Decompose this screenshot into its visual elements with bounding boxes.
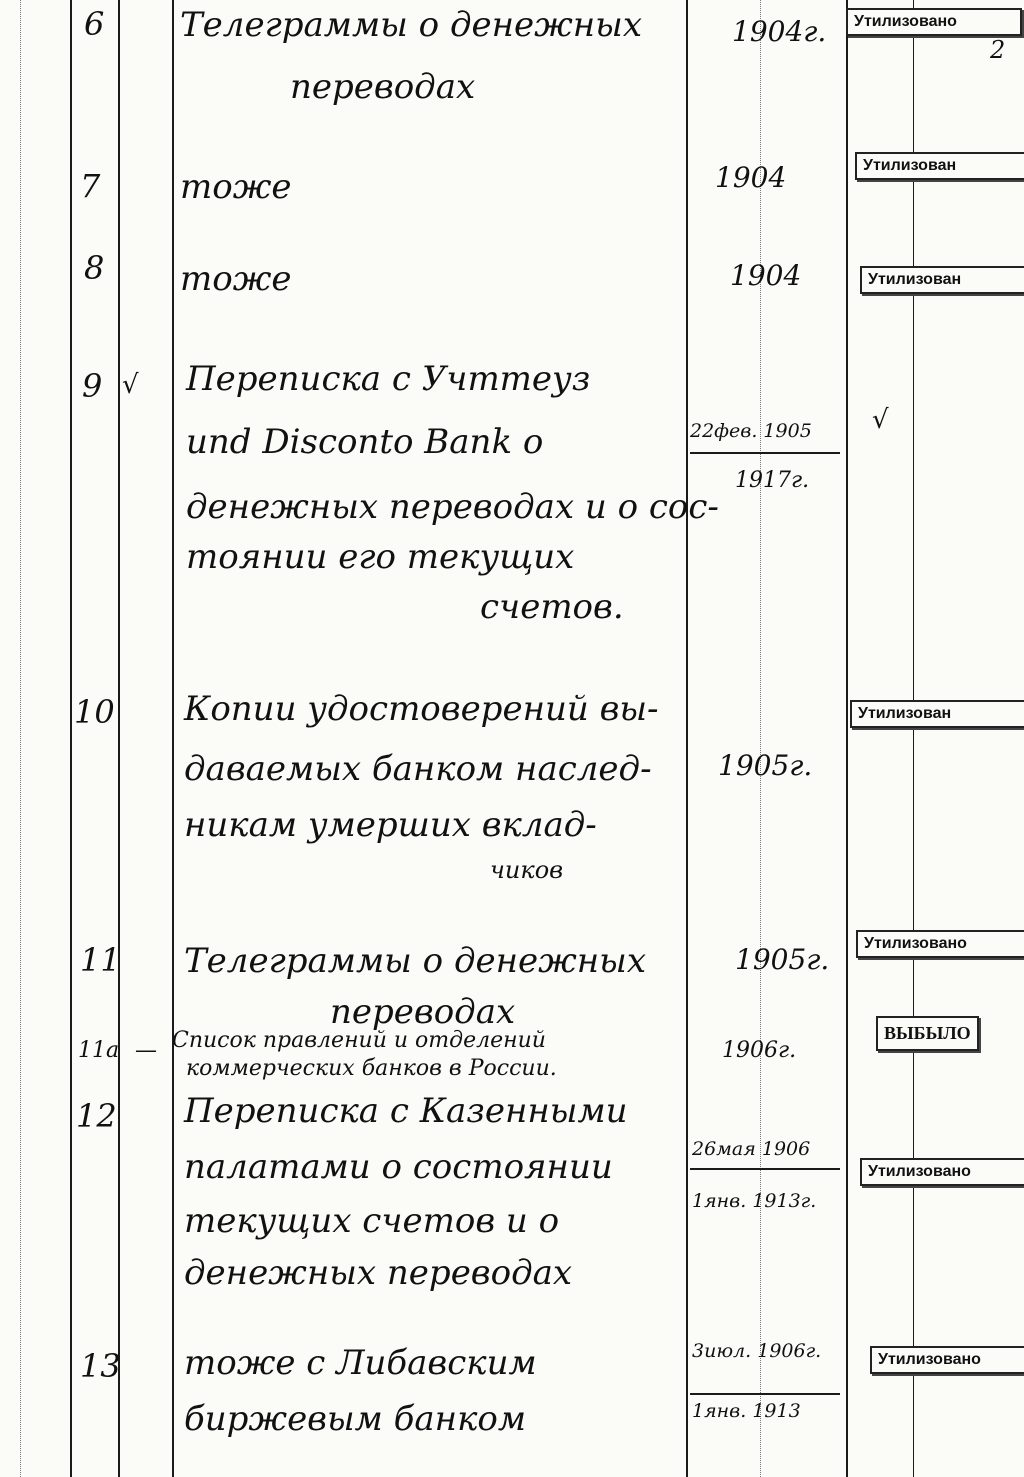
row-number: 11а xyxy=(78,1038,120,1063)
status-stamp: Утилизовано xyxy=(860,1158,1024,1186)
status-stamp: Утилизовано xyxy=(870,1346,1024,1374)
row-number: 10 xyxy=(74,693,115,731)
row-year: 1905г. xyxy=(735,943,830,976)
row-title: тоянии его текущих xyxy=(186,537,575,577)
row-number: 11 xyxy=(80,941,121,979)
column-rule-date xyxy=(686,0,688,1477)
date-to: 1янв. 1913 xyxy=(692,1400,801,1422)
row-title: денежных переводах xyxy=(184,1253,573,1293)
row-title: палатами о состоянии xyxy=(184,1147,613,1187)
row-title: счетов. xyxy=(480,587,624,627)
status-stamp: Утилизован xyxy=(855,152,1024,180)
date-divider xyxy=(690,1393,840,1395)
row-title: биржевым банком xyxy=(184,1399,527,1439)
row-title: денежных переводах и о сос- xyxy=(186,487,719,527)
row-number: 9 xyxy=(82,367,103,405)
row-title: Телеграммы о денежных xyxy=(180,5,643,45)
row-title: текущих счетов и о xyxy=(184,1201,560,1241)
check-mark: √ xyxy=(122,370,139,400)
column-rule-title xyxy=(172,0,174,1477)
row-title: und Disconto Bank о xyxy=(186,422,544,462)
column-rule-number xyxy=(118,0,120,1477)
date-from: 26мая 1906 xyxy=(692,1138,811,1160)
row-title: переводах xyxy=(330,992,516,1032)
row-title: Переписка с Казенными xyxy=(184,1091,628,1131)
row-title: тоже xyxy=(180,167,292,207)
row-title: никам умерших вклад- xyxy=(184,805,597,845)
row-number: 13 xyxy=(80,1347,121,1385)
status-stamp: Утилизован xyxy=(860,266,1024,294)
row-year: 1904 xyxy=(730,259,802,292)
date-from: 22фев. 1905 xyxy=(690,420,812,442)
column-rule-left xyxy=(70,0,72,1477)
row-title: коммерческих банков в России. xyxy=(186,1056,557,1081)
row-year: 1904 xyxy=(715,161,787,194)
row-year: 1905г. xyxy=(718,749,813,782)
date-divider xyxy=(690,1168,840,1170)
row-year: 1906г. xyxy=(722,1038,797,1063)
row-number: 8 xyxy=(84,249,105,287)
date-to: 1янв. 1913г. xyxy=(692,1190,817,1212)
date-divider xyxy=(690,452,840,454)
row-title: даваемых банком наслед- xyxy=(184,749,652,789)
row-title: тоже xyxy=(180,259,292,299)
row-number: 12 xyxy=(76,1097,117,1135)
row-number: 7 xyxy=(80,167,101,205)
status-stamp: ВЫБЫЛО xyxy=(876,1016,979,1051)
row-year: 1904г. xyxy=(732,15,827,48)
row-title: Список правлений и отделений xyxy=(172,1028,546,1053)
status-stamp: Утилизовано xyxy=(856,930,1024,958)
check-mark: √ xyxy=(872,405,889,435)
column-rule-stamp xyxy=(846,0,848,1477)
row-title: Телеграммы о денежных xyxy=(184,941,647,981)
date-to: 1917г. xyxy=(735,468,810,493)
date-from: 3июл. 1906г. xyxy=(692,1340,822,1362)
date-dots xyxy=(760,0,761,1477)
row-title: чиков xyxy=(490,856,564,884)
row-title: Переписка с Учттеуз xyxy=(186,359,591,399)
status-stamp: Утилизовано xyxy=(846,8,1022,36)
sheet-number: 2 xyxy=(990,36,1006,64)
row-number: 6 xyxy=(84,5,105,43)
margin-dots xyxy=(20,0,21,1477)
column-rule-right xyxy=(913,0,914,1477)
row-title: переводах xyxy=(290,67,476,107)
row-title: тоже с Либавским xyxy=(184,1343,537,1383)
status-stamp: Утилизован xyxy=(850,700,1024,728)
dash: — xyxy=(135,1038,157,1063)
row-title: Копии удостоверений вы- xyxy=(184,689,659,729)
